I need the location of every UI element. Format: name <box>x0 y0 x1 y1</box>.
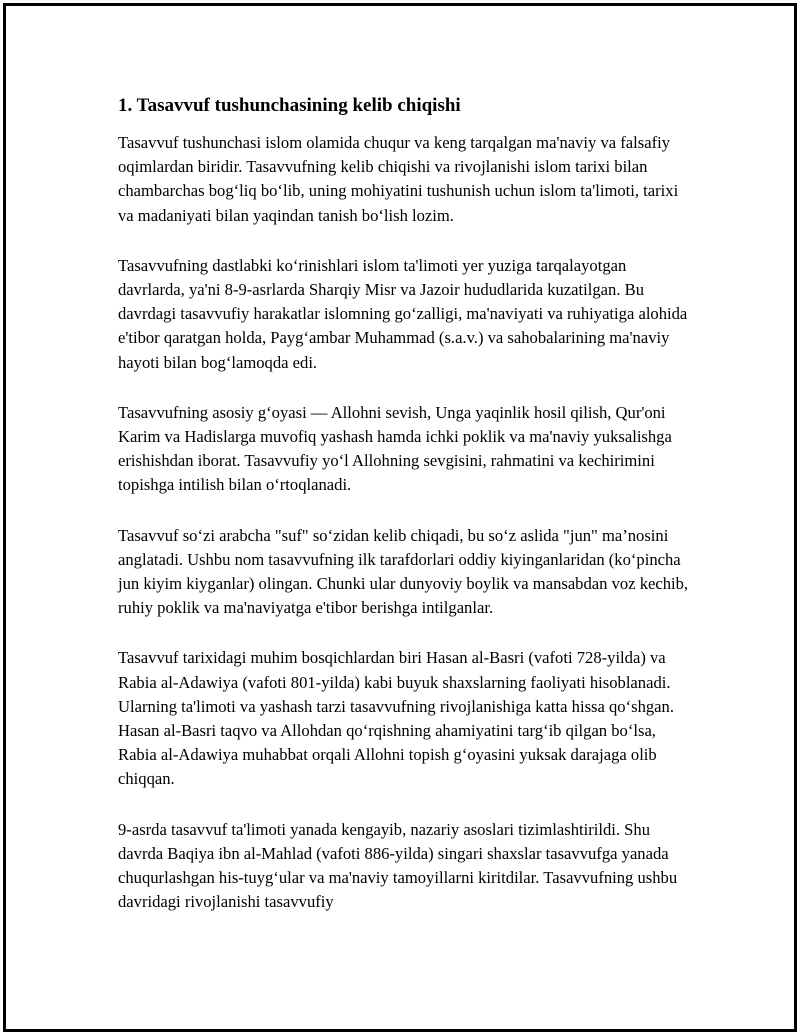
paragraph-2: Tasavvufning dastlabki ko‘rinishlari islom ta'limoti yer yuziga tarqalayotgan davrlarda, ya'ni 8-9-asrlarda Sharqiy Misr va Jazoir hududlarida kuzatilgan. Bu davrdagi tasavvufiy harakatlar islomning go‘zalligi, ma'naviyati va ruhiyatiga alohida e'tibor qaratgan holda, Payg‘ambar Muhammad (s.a.v.) va sahobalarining ma'naviy hayoti bilan bog‘lamoqda edi. <box>118 255 688 372</box>
document-body <box>118 93 693 940</box>
paragraph-1: Tasavvuf tushunchasi islom olamida chuqur va keng tarqalgan ma'naviy va falsafiy oqimlardan biridir. Tasavvufning kelib chiqishi va rivojlanishi islom tarixi bilan chambarchas bog‘liq bo‘lib, uning mohiyatini tushunish uchun islom ta'limoti, tarixi va madaniyati bilan yaqindan tanish bo‘lish lozim. <box>118 133 679 225</box>
paragraph-5: Tasavvuf tarixidagi muhim bosqichlardan biri Hasan al-Basri (vafoti 728-yilda) va Rabia al-Adawiya (vafoti 801-yilda) kabi buyuk shaxslarning faoliyati hisoblanadi. Ularning ta'limoti va yashash tarzi tasavvufning rivojlanishiga katta hissa qo‘shgan. Hasan al-Basri taqvo va Allohdan qo‘rqishning ahamiyatini targ‘ib qilgan bo‘lsa, Rabia al-Adawiya muhabbat orqali Allohni topish g‘oyasini yuksak darajaga olib chiqqan. <box>118 648 674 789</box>
section-heading: 1. Tasavvuf tushunchasining kelib chiqishi <box>118 95 461 116</box>
paragraph-6: 9-asrda tasavvuf ta'limoti yanada kengayib, nazariy asoslari tizimlashtirildi. Shu davrda Baqiya ibn al-Mahlad (vafoti 886-yilda) singari shaxslar tasavvufga yanada chuqurlashgan his-tuyg‘ular va ma'naviy tamoyillarni kiritdilar. Tasavvufning ushbu davridagi rivojlanishi tasavvufiy <box>118 819 678 912</box>
paragraph-4: Tasavvuf so‘zi arabcha "suf" so‘zidan kelib chiqadi, bu so‘z aslida "jun" ma’nosini anglatadi. Ushbu nom tasavvufning ilk tarafdorlari oddiy kiyinganlaridan (ko‘pincha jun kiyim kiyganlar) olingan. Chunki ular dunyoviy boylik va mansabdan voz kechib, ruhiy poklik va ma'naviyatga e'tibor berishga intilganlar. <box>118 525 689 618</box>
paragraph-3: Tasavvufning asosiy g‘oyasi — Allohni sevish, Unga yaqinlik hosil qilish, Qur'oni Karim va Hadislarga muvofiq yashash hamda ichki poklik va ma'naviy yuksalishga erishishdan iborat. Tasavvufiy yo‘l Allohning sevgisini, rahmatini va kechirimini topishga intilish bilan o‘rtoqlanadi. <box>118 402 672 495</box>
